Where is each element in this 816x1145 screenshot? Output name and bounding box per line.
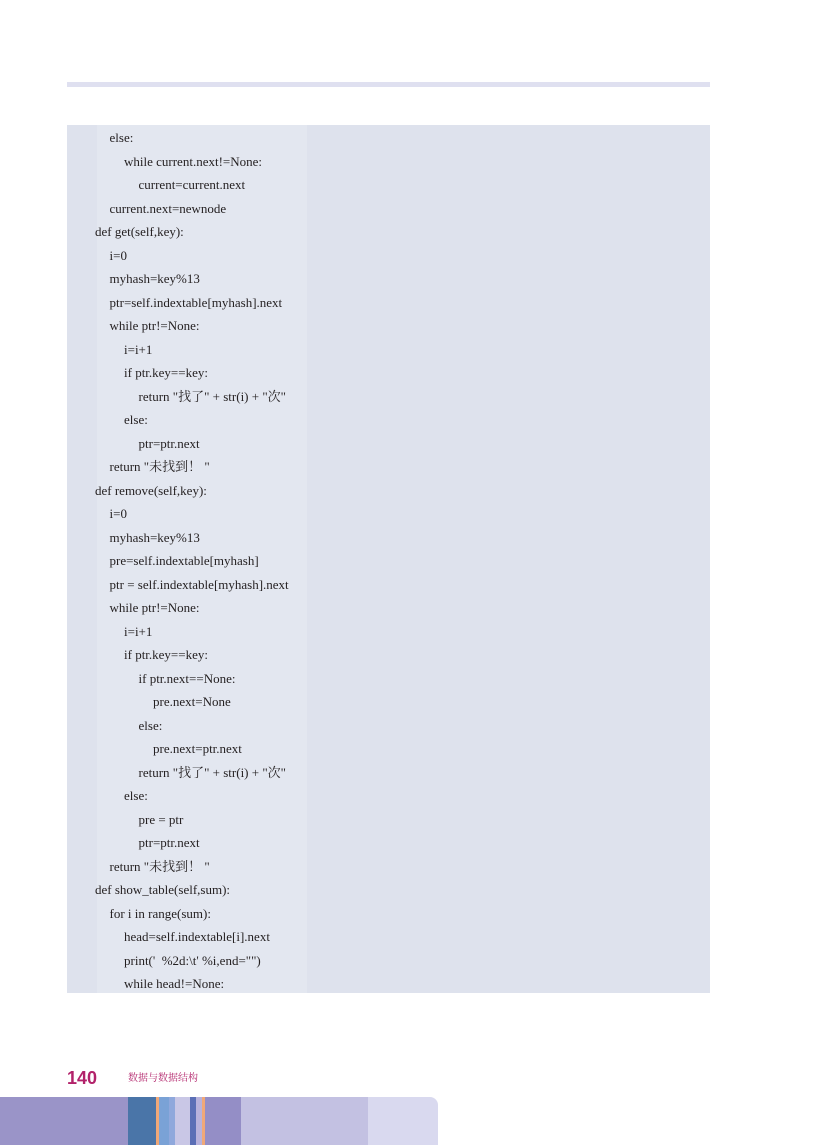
code-line: for i in range(sum): xyxy=(109,905,211,921)
book-title: 数据与数据结构 xyxy=(128,1073,198,1084)
code-block xyxy=(67,125,710,993)
code-line: i=0 xyxy=(109,506,127,521)
code-line: while current.next!=None: xyxy=(124,153,263,169)
band-segment xyxy=(205,1097,241,1145)
code-line: return "找了" + str(i) + "次" xyxy=(138,388,286,404)
code-line: i=i+1 xyxy=(124,341,153,357)
footer-color-band xyxy=(0,1097,438,1145)
band-segment xyxy=(128,1097,156,1145)
band-segment xyxy=(241,1097,368,1145)
code-line: current.next=newnode xyxy=(109,200,227,216)
band-segment xyxy=(0,1097,128,1145)
code-line: myhash=key%13 xyxy=(109,271,200,286)
band-segment xyxy=(368,1097,438,1145)
code-line: return "未找到！ " xyxy=(109,459,210,474)
band-segment xyxy=(159,1097,169,1145)
code-line: else: xyxy=(138,717,163,733)
code-line: while ptr!=None: xyxy=(109,600,200,615)
code-line: pre.next=ptr.next xyxy=(153,741,242,756)
code-line: ptr=self.indextable[myhash].next xyxy=(109,294,283,310)
code-line: i=0 xyxy=(109,247,127,263)
code-line: myhash=key%13 xyxy=(109,529,200,545)
code-line: while head!=None: xyxy=(124,976,225,991)
code-line: else: xyxy=(109,130,134,145)
code-line: return "未找到！ " xyxy=(109,858,210,874)
code-line: pre=self.indextable[myhash] xyxy=(109,553,259,568)
code-line: ptr=ptr.next xyxy=(138,835,200,850)
code-line: while ptr!=None: xyxy=(109,318,200,333)
code-line: pre.next=None xyxy=(153,694,231,709)
code-line: current=current.next xyxy=(138,177,246,192)
code-line: def remove(self,key): xyxy=(95,482,207,498)
code-line: else: xyxy=(124,788,148,803)
code-line: if ptr.key==key: xyxy=(124,365,208,380)
code-line: if ptr.next==None: xyxy=(138,670,236,686)
band-segment xyxy=(175,1097,190,1145)
code-line: def get(self,key): xyxy=(95,224,184,239)
code-line: print(' %2d:\t' %i,end="") xyxy=(124,952,261,968)
code-line: head=self.indextable[i].next xyxy=(124,929,270,944)
code-line: return "找了" + str(i) + "次" xyxy=(138,764,286,780)
code-line: else: xyxy=(124,412,148,427)
code-line: if ptr.key==key: xyxy=(124,647,208,662)
code-line: pre = ptr xyxy=(138,811,184,827)
code-line: ptr = self.indextable[myhash].next xyxy=(109,576,289,592)
code-line: i=i+1 xyxy=(124,623,153,639)
header-rule xyxy=(67,82,710,87)
page-number: 140 xyxy=(67,1068,98,1088)
code-line: ptr=ptr.next xyxy=(138,435,200,451)
code-line: def show_table(self,sum): xyxy=(95,882,231,897)
code-lines xyxy=(95,126,289,996)
